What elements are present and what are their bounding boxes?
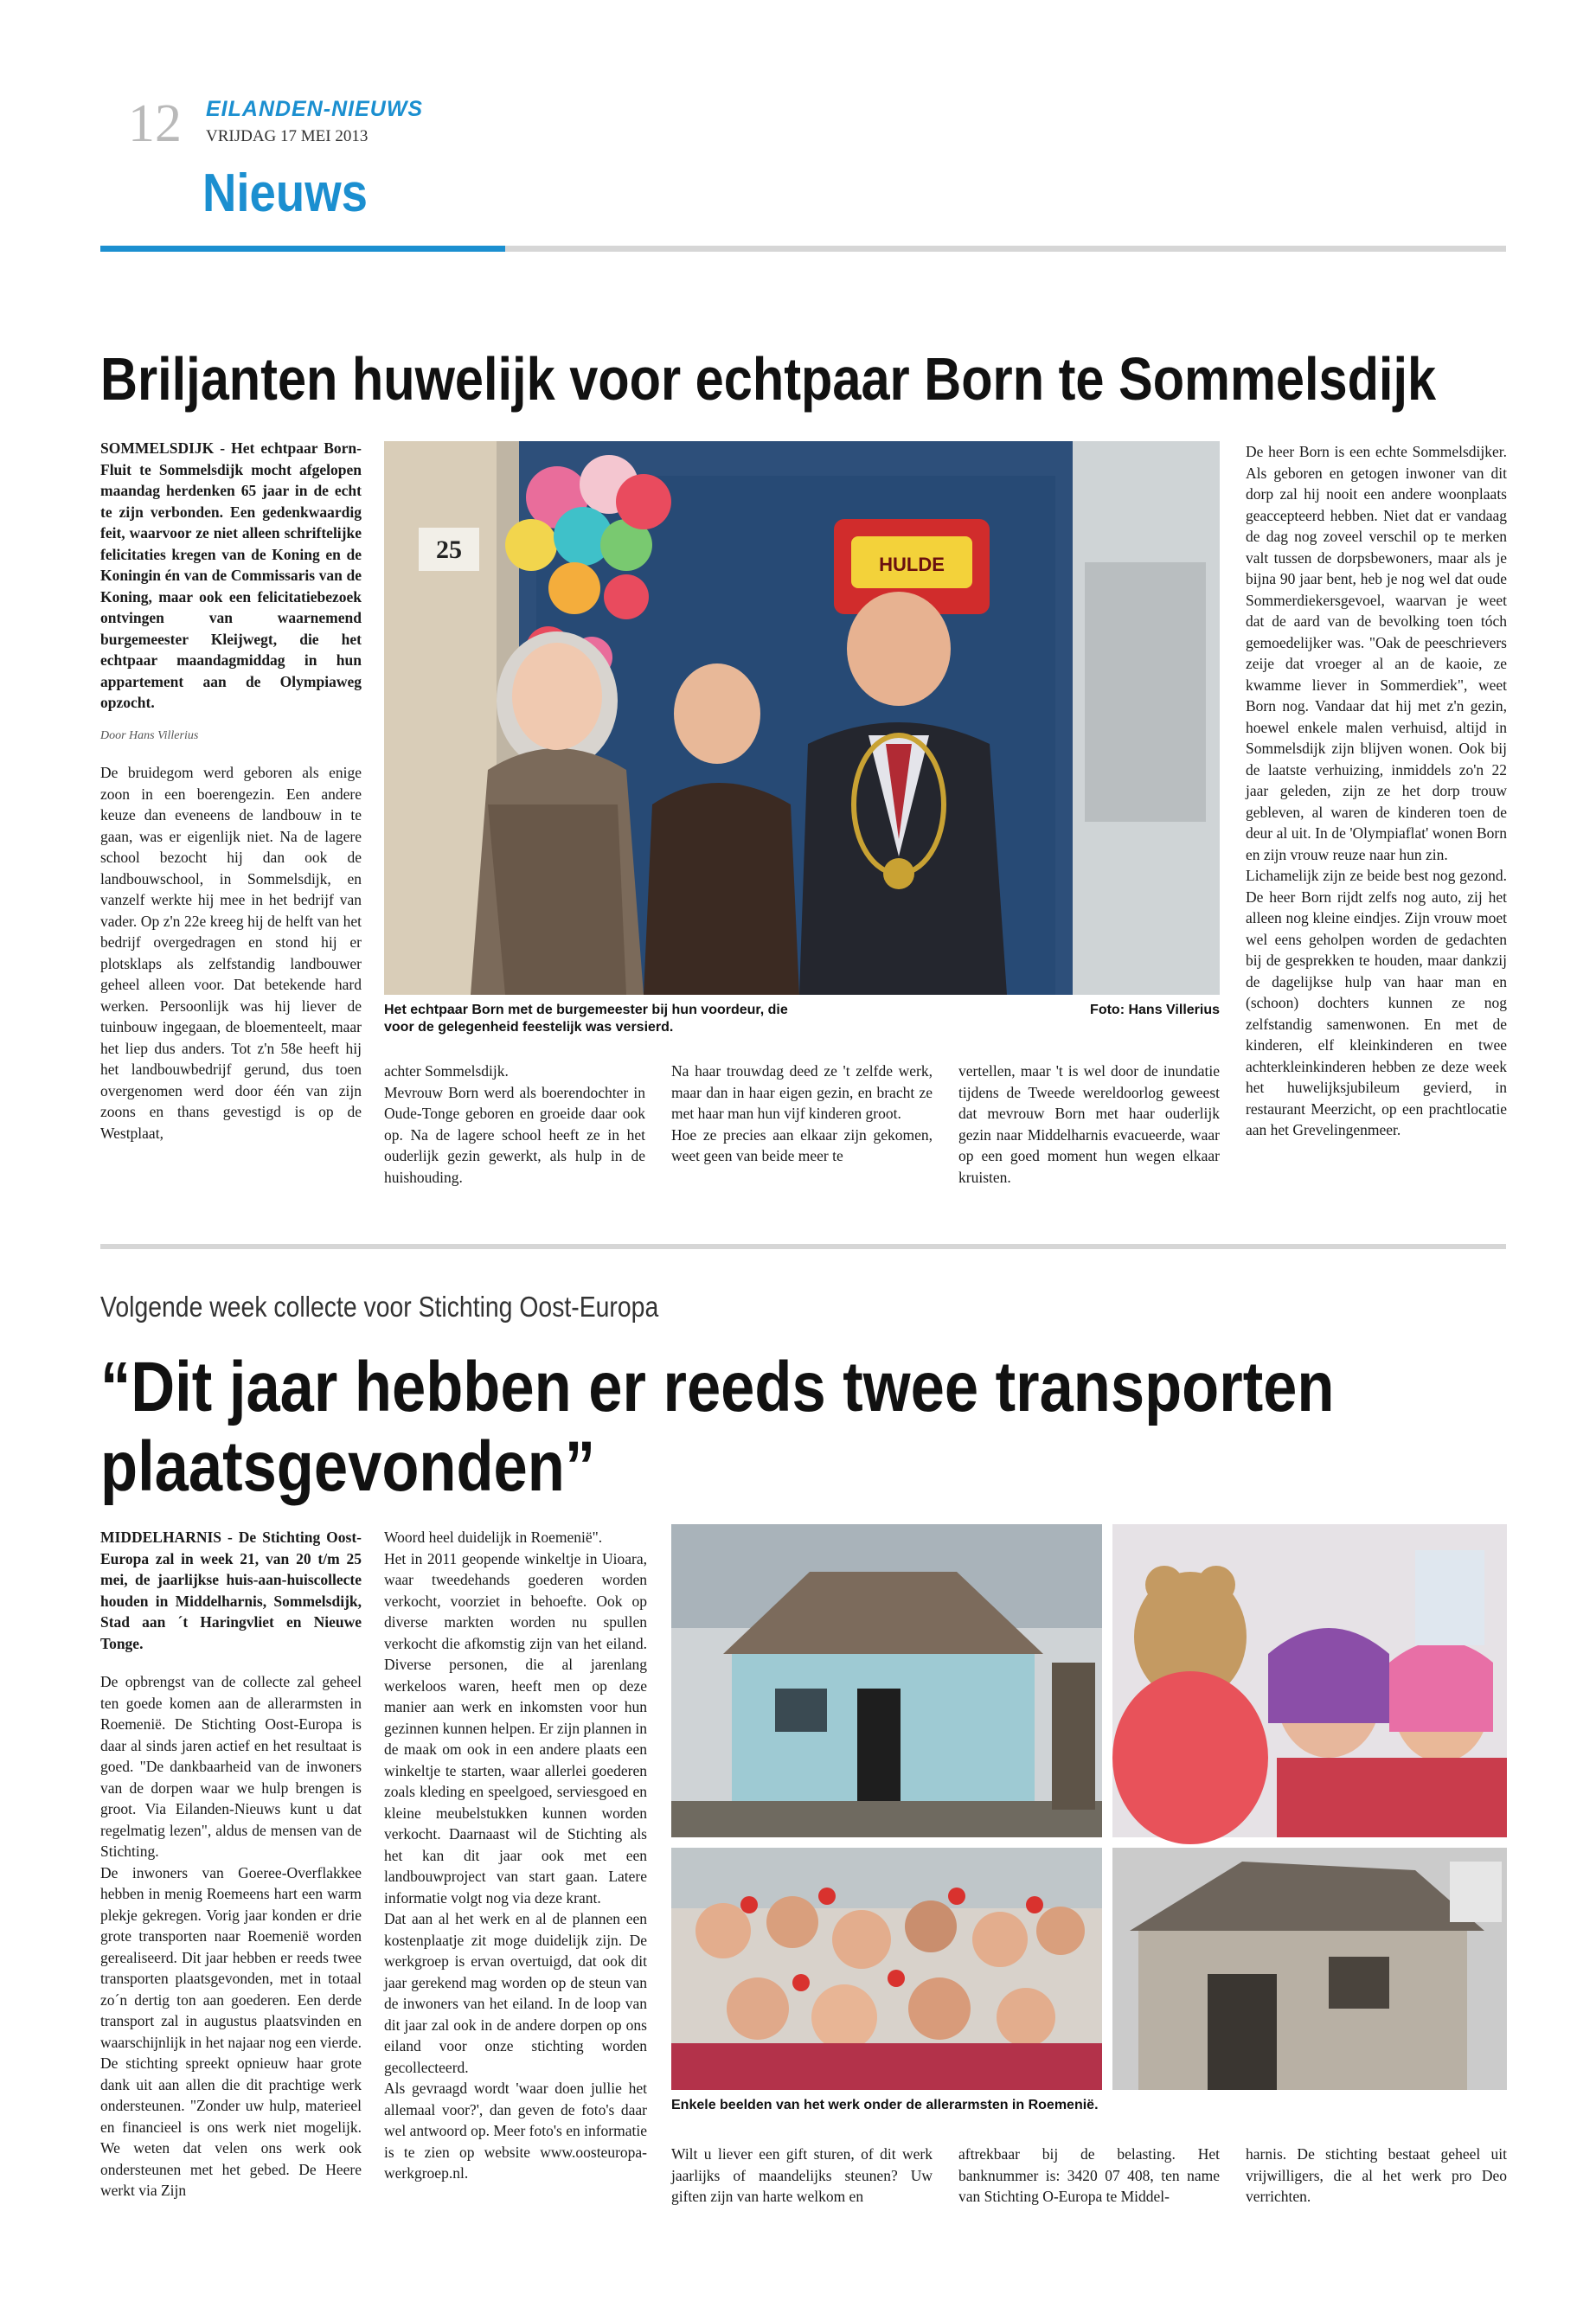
article1-byline: Door Hans Villerius [100, 728, 199, 742]
section-rule-accent [100, 246, 505, 252]
article-divider [100, 1244, 1506, 1249]
article2-body-5: harnis. De stichting bestaat geheel uit vrijwilligers, die al het werk pro Deo verrichten. [1246, 2145, 1507, 2205]
article2-headline: “Dit jaar hebben er reeds twee transporten plaatsgevonden” [100, 1348, 1335, 1506]
article2-body-4: aftrekbaar bij de belasting. Het banknummer is: 3420 07 408, ten name van Stichting O-Europa te Middel- [958, 2145, 1220, 2205]
article2-column-2 [384, 1527, 647, 2196]
page-number: 12 [128, 94, 182, 153]
article1-column-5 [1246, 441, 1507, 1153]
article2-body-3: Wilt u liever een gift sturen, of dit werk jaarlijks of maandelijks steunen? Uw giften zijn van harte welkom en [671, 2145, 933, 2205]
article1-column-4 [958, 1061, 1220, 1200]
article1-column-2 [384, 1061, 645, 1200]
photo-children-apples [671, 1848, 1102, 2090]
article2-photo-collage [671, 1524, 1507, 2090]
article1-photo-caption: Het echtpaar Born met de burgemeester bij hun voordeur, die voor de gelegenheid feestelijk was versierd. [384, 1003, 788, 1035]
couple-photo-illustration [384, 441, 1220, 995]
article1-photo [384, 441, 1220, 995]
section-rule [505, 246, 1506, 252]
paper-name: EILANDEN-NIEUWS [206, 97, 424, 121]
article1-lead: SOMMELSDIJK - Het echtpaar Born-Fluit te Sommelsdijk mocht afgelopen maandag herdenken 65 jaar in de echt te zijn verbonden. Een gedenkwaardig feit, waarvoor ze niet alleen schriftelijke felicitaties kregen van de Koning en de Koningin én van de Commissaris van de Koning, maar ook een felicitatiebezoek ontvingen van waarnemend burgemeester Kleijwegt, die het echtpaar maandagmiddag in hun appartement aan de Olympiaweg opzocht. [100, 439, 362, 711]
article1-headline: Briljanten huwelijk voor echtpaar Born te Sommelsdijk [100, 345, 1437, 413]
photo-children-teddy [1112, 1524, 1507, 1844]
house-number: 25 [436, 535, 462, 564]
article2-column-3 [671, 2144, 933, 2220]
issue-date: VRIJDAG 17 MEI 2013 [206, 127, 369, 145]
article2-kicker: Volgende week collecte voor Stichting Oost-Europa [100, 1291, 659, 1323]
photo-ruined-house [1112, 1848, 1507, 2090]
article2-body-1: De opbrengst van de collecte zal geheel ten goede komen aan de allerarmsten in Roemenië. De Stichting Oost-Europa is daar al sinds jaren actief en het resultaat is goed. "De dankbaarheid van de inwoners van de dorpen waar we hulp brengen is groot. Via Eilanden-Nieuws kunt u dat regelmatig lezen", aldus de mensen van de Stichting. De inwoners van Goeree-Overflakkee hebben in menig Roemeens hart een warm plekje gekregen. Vorig jaar konden er drie grote transporten naar Roemenië worden gerealiseerd. Dit jaar hebben er reeds twee transporten plaatsgevonden, met in totaal zo´n dertig ton aan goederen. Een derde transport zal in augustus plaatsvinden en waarschijnlijk in het najaar nog een vierde. De stichting spreekt opnieuw haar grote dank uit aan allen die dit prachtige werk ondersteunen. "Zonder uw hulp, materieel en financieel is ons werk niet mogelijk. We weten dat velen ons werk ook ondersteunen met het gebed. De Heere werkt via Zijn [100, 1673, 362, 2199]
article2-column-5 [1246, 2144, 1507, 2220]
article1-column-1 [100, 438, 362, 1156]
article2-column-1 [100, 1527, 362, 2214]
article2-column-4 [958, 2144, 1220, 2220]
article2-lead: MIDDELHARNIS - De Stichting Oost-Europa zal in week 21, van 20 t/m 25 mei, de jaarlijkse huis-aan-huiscollecte houden in Middelharnis, Sommelsdijk, Stad aan ´t Haringvliet en Nieuwe Tonge. [100, 1529, 362, 1652]
article1-photo-credit: Foto: Hans Villerius [1090, 1003, 1220, 1017]
article1-body-5: De heer Born is een echte Sommelsdijker. Als geboren en getogen inwoner van dit dorp zal hij nooit een andere woonplaats geaccepteerd hebben. Niet dat er vandaag de dag nog zoveel verschil op te merken valt tussen de dorpsbewoners, maar als je bijna 90 jaar bent, heb je nog wel dat oude Sommerdiekersgevoel, waarvan je weet dat de aard van de bevolking toen tóch gemoedelijker was. "Oak de peeschrievers zeije dat vroeger al an de kaoie, ze kwamme liever in Sommerdiek", weet Born nog. Vandaar dat hij met z'n gezin, hoewel enkele malen verhuisd, altijd in Sommelsdijk zijn blijven wonen. Ook bij de laatste verhuizing, inmiddels zo'n 22 jaar geleden, zijn ze het dorp trouw gebleven, al waren de kinderen toen de deur al uit. In de 'Olympiaflat' wonen Born en zijn vrouw reuze naar hun zin. Lichamelijk zijn ze beide best nog gezond. De heer Born rijdt zelfs nog auto, zij het alleen nog kleine eindjes. Zijn vrouw moet wel eens geholpen worden de gedachten bij de gesprekken te houden, maar dankzij de dagelijkse hulp van haar man en (schoon) dochters kunnen ze nog zelfstandig samenwonen. En met de kinderen, elf kleinkinderen en twee achterkleinkinderen hebben ze deze week het huwelijksjubileum gevierd, in restaurant Meerzicht, op een prachtlocatie aan het Grevelingenmeer. [1246, 443, 1507, 1138]
romania-photo-collage [671, 1524, 1507, 2090]
article2-photo-caption: Enkele beelden van het werk onder de allerarmsten in Roemenië. [671, 2098, 1099, 2112]
article1-column-3 [671, 1061, 933, 1179]
section-title: Nieuws [202, 163, 369, 223]
article2-body-2: Woord heel duidelijk in Roemenië". Het in 2011 geopende winkeltje in Uioara, waar tweedehands goederen worden verkocht, voorziet in behoefte. Ook op diverse markten worden nu spullen verkocht die afkomstig zijn van het eiland. Diverse personen, die al jarenlang werkeloos waren, heeft men op deze manier aan werk en inkomsten voor hun gezinnen kunnen helpen. Er zijn plannen in de maak om ook in een andere plaats een winkeltje te starten, waar allerlei goederen zoals kleding en speelgoed, serviesgoed en kleine meubelstukken kunnen worden verkocht. Daarnaast wil de Stichting als het kan dit jaar ook met een landbouwproject van start gaan. Latere informatie volgt nog via deze krant. Dat aan al het werk en al de plannen een kostenplaatje zit moge duidelijk zijn. De werkgroep is ervan overtuigd, dat ook dit jaar gerekend mag worden op de steun van de inwoners van het eiland. In de loop van dit jaar zal ook in de andere dorpen op ons eiland voor onze stichting worden gecollecteerd. Als gevraagd wordt 'waar doen jullie het allemaal voor?', dan geven de foto's daar wel antwoord op. Meer foto's en informatie is te zien op website www.oosteuropa-werkgroep.nl. [384, 1529, 647, 2182]
article1-body-1: De bruidegom werd geboren als enige zoon in een boerengezin. Een andere keuze dan eveneens de landbouw in te gaan, was er eigenlijk niet. Na de lagere school bezocht hij dan ook de landbouwschool, in Sommelsdijk, en vanzelf werkte hij mee in het bedrijf van vader. Op z'n 22e kreeg hij de helft van het bedrijf overgedragen en stond hij er plotsklaps als zelfstandig landbouwer geheel alleen voor. Dat betekende hard werken. Persoonlijk was hij liever de tuinbouw ingegaan, de bloementeelt, maar het liep dus anders. Tot z'n 58e heeft hij het landbouwbedrijf gerund, dus toen overgenomen werd door één van zijn zoons en thans gevestigd is op de Westplaat, [100, 764, 362, 1142]
door-sign-text: HULDE [879, 554, 945, 575]
article1-body-2: achter Sommelsdijk. Mevrouw Born werd als boerendochter in Oude-Tonge geboren en groeide daar ook op. Na de lagere school heeft ze in het ouderlijk gezin gewerkt, als hulp in de huishouding. [384, 1062, 645, 1186]
photo-old-house [671, 1524, 1102, 1837]
article1-body-4: vertellen, maar 't is wel door de inundatie tijdens de Tweede wereldoorlog geweest dat mevrouw Born met haar ouderlijk gezin naar Middelharnis evacueerde, waar op een goed moment hun wegen elkaar kruisten. [958, 1062, 1220, 1186]
article1-body-3: Na haar trouwdag deed ze 't zelfde werk, maar dan in haar eigen gezin, en bracht ze met haar man hun vijf kinderen groot. Hoe ze precies aan elkaar zijn gekomen, weet geen van beide meer te [671, 1062, 933, 1164]
